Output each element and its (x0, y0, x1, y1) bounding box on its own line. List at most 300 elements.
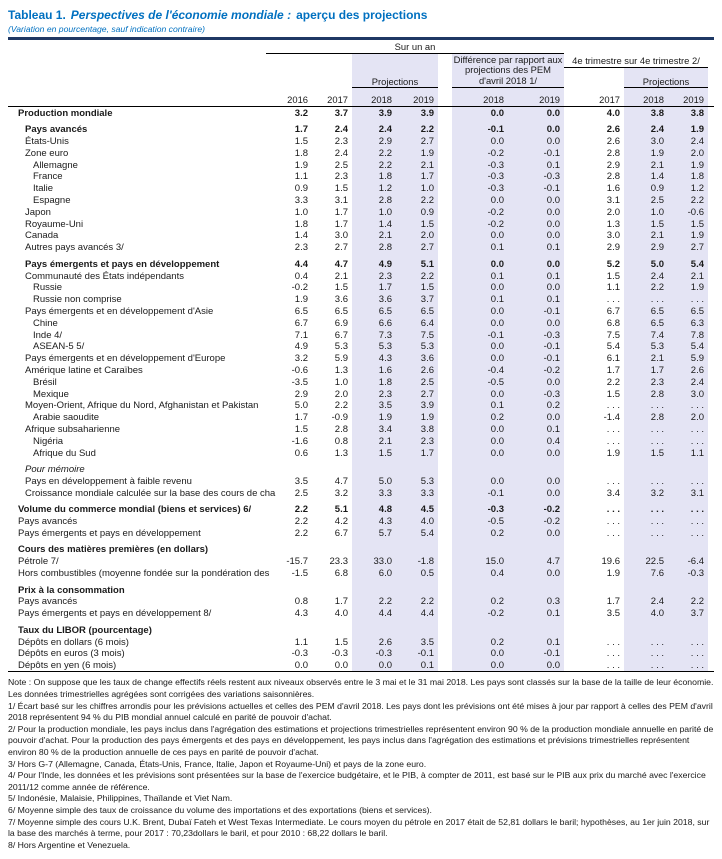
value-cell: 2.2 (352, 159, 396, 171)
value-cell: 6.5 (668, 305, 708, 317)
row-label: Pays émergents et pays en développement (18, 527, 201, 539)
year-column: 2019 (668, 92, 708, 106)
value-cell: 5.3 (396, 341, 438, 353)
value-cell (352, 619, 396, 636)
value-cell: 1.9 (294, 159, 308, 171)
value-cell: 6.7 (606, 305, 620, 317)
value-cell: 3.2 (334, 487, 348, 499)
value-cell: 2.9 (606, 159, 620, 171)
value-cell: 4.0 (606, 107, 620, 119)
value-cell: 1.9 (606, 568, 620, 580)
value-cell: 1.3 (334, 447, 348, 459)
value-cell: 1.9 (668, 159, 708, 171)
value-cell (312, 459, 352, 476)
value-cell: 3.8 (396, 423, 438, 435)
value-cell: 6.8 (606, 317, 620, 329)
column-gutter (438, 556, 452, 568)
table-row (8, 171, 714, 183)
value-cell: 0.0 (452, 282, 508, 294)
value-cell: 4.9 (294, 341, 308, 353)
value-cell: 2.3 (294, 242, 308, 254)
value-cell: 19.6 (601, 556, 620, 568)
value-cell: 1.7 (396, 447, 438, 459)
value-cell: . . . (624, 499, 668, 516)
value-cell: 5.4 (396, 527, 438, 539)
row-label: Japon (25, 206, 51, 218)
value-cell: 0.1 (508, 423, 564, 435)
table-row (8, 648, 714, 660)
year-column: 2018 (452, 92, 508, 106)
column-gutter (438, 253, 452, 270)
year-column: 2019 (508, 92, 564, 106)
value-cell: -6.4 (668, 556, 708, 568)
value-cell: 3.9 (396, 107, 438, 119)
table-row (8, 376, 714, 388)
value-cell: 2.8 (606, 171, 620, 183)
table-row (8, 459, 714, 476)
value-cell: 1.6 (352, 364, 396, 376)
value-cell: -0.3 (508, 388, 564, 400)
value-cell: . . . (624, 423, 668, 435)
title-rest: aperçu des projections (296, 8, 428, 22)
value-cell: 2.0 (606, 206, 620, 218)
row-label: Russie non comprise (33, 294, 122, 306)
value-cell (396, 619, 438, 636)
table-row (8, 253, 714, 270)
value-cell: 22.5 (624, 556, 668, 568)
value-cell: 2.2 (396, 270, 438, 282)
value-cell: 4.3 (352, 353, 396, 365)
value-cell: 5.1 (396, 253, 438, 270)
value-cell: -0.3 (352, 648, 396, 660)
value-cell: 6.7 (334, 329, 348, 341)
value-cell: 0.2 (508, 400, 564, 412)
value-cell: 2.9 (352, 135, 396, 147)
column-gutter (438, 230, 452, 242)
value-cell: . . . (606, 400, 620, 412)
column-gutter (438, 282, 452, 294)
value-cell (312, 579, 352, 596)
value-cell: 5.4 (668, 341, 708, 353)
value-cell: 6.7 (294, 317, 308, 329)
row-label: Nigéria (33, 435, 64, 447)
row-label: Taux du LIBOR (pourcentage) (18, 624, 152, 636)
value-cell: 0.0 (452, 423, 508, 435)
value-cell: 3.8 (624, 107, 668, 119)
value-cell: 2.1 (352, 435, 396, 447)
value-cell: -0.3 (452, 183, 508, 195)
value-cell (624, 619, 668, 636)
value-cell: 0.9 (396, 206, 438, 218)
value-cell: 3.3 (352, 487, 396, 499)
row-label: Pétrole 7/ (18, 556, 59, 568)
column-gutter (438, 353, 452, 365)
column-gutter (438, 435, 452, 447)
value-cell: 6.1 (606, 353, 620, 365)
table-row (8, 206, 714, 218)
value-cell: 2.4 (624, 270, 668, 282)
value-cell: 1.9 (352, 412, 396, 424)
table-row (8, 619, 714, 636)
row-label: Pays en développement à faible revenu (25, 475, 192, 487)
row-label: Volume du commerce mondial (biens et services) 6/ (18, 504, 252, 516)
value-cell: 0.8 (334, 435, 348, 447)
value-cell: . . . (606, 660, 620, 672)
value-cell: 2.3 (352, 388, 396, 400)
value-cell: 0.1 (508, 270, 564, 282)
value-cell: 3.0 (606, 230, 620, 242)
value-cell: 6.4 (396, 317, 438, 329)
value-cell: 7.5 (606, 329, 620, 341)
value-cell: 2.2 (668, 194, 708, 206)
value-cell: 4.8 (352, 499, 396, 516)
value-cell: 2.9 (606, 242, 620, 254)
value-cell: 1.5 (294, 423, 308, 435)
value-cell: 0.9 (294, 183, 308, 195)
value-cell: 2.0 (668, 412, 708, 424)
footnote-line: 1/ Écart basé sur les chiffres arrondis pour les prévisions actuelles et celles des PEM d'avril 2018. Les pays dont les prévisions ont été mises à jour par rapport à celles des PEM d'avril 2018 représentent 94 % du PIB mondial annuel calculé en parité de pouvoir d'achat. (8, 700, 713, 723)
table-row (8, 636, 714, 648)
column-gutter (438, 107, 452, 119)
value-cell: 1.5 (668, 218, 708, 230)
value-cell: 2.7 (334, 242, 348, 254)
value-cell: 0.4 (294, 270, 308, 282)
value-cell: 2.6 (396, 364, 438, 376)
table-row (8, 596, 714, 608)
row-label: Italie (33, 183, 54, 195)
column-gutter (438, 388, 452, 400)
column-gutter (438, 329, 452, 341)
value-cell (312, 539, 352, 556)
value-cell: 2.2 (396, 119, 438, 136)
table-number: Tableau 1. (8, 8, 66, 22)
row-label: Amérique latine et Caraïbes (25, 364, 143, 376)
table-row (8, 329, 714, 341)
value-cell: 7.5 (396, 329, 438, 341)
table-row (8, 579, 714, 596)
column-gutter (438, 317, 452, 329)
value-cell: 1.5 (334, 183, 348, 195)
value-cell: 6.0 (352, 567, 396, 579)
value-cell: . . . (624, 475, 668, 487)
value-cell: 6.5 (624, 305, 668, 317)
table-row (8, 412, 714, 424)
footnote-line: 5/ Indonésie, Malaisie, Philippines, Thaïlande et Viet Nam. (8, 793, 233, 804)
value-cell: 2.2 (396, 596, 438, 608)
column-gutter (438, 515, 452, 527)
header-projections-left: Projections (352, 76, 438, 88)
row-label: Canada (25, 230, 59, 242)
value-cell: . . . (668, 499, 708, 516)
value-cell: 0.1 (396, 660, 438, 672)
value-cell: . . . (668, 660, 708, 672)
value-cell: 2.7 (396, 388, 438, 400)
table-row (8, 608, 714, 620)
value-cell: 2.4 (352, 119, 396, 136)
table-row (8, 159, 714, 171)
value-cell: 3.5 (352, 400, 396, 412)
value-cell: 0.1 (508, 608, 564, 620)
value-cell: 3.5 (396, 636, 438, 648)
value-cell: 2.1 (624, 159, 668, 171)
value-cell: 0.0 (508, 107, 564, 119)
column-gutter (438, 648, 452, 660)
footnote-line: 8/ Hors Argentine et Venezuela. (8, 839, 131, 850)
value-cell: 3.6 (352, 294, 396, 306)
value-cell: 2.8 (352, 242, 396, 254)
value-cell: 5.2 (606, 258, 620, 270)
value-cell: 0.5 (396, 567, 438, 579)
value-cell: 0.0 (452, 317, 508, 329)
value-cell (266, 539, 312, 556)
value-cell: 33.0 (352, 556, 396, 568)
table-body (8, 107, 714, 672)
value-cell: 6.5 (352, 305, 396, 317)
column-gutter (438, 567, 452, 579)
value-cell: 2.4 (624, 596, 668, 608)
value-cell: 0.0 (452, 107, 508, 119)
row-label: Allemagne (33, 159, 78, 171)
value-cell: 1.2 (352, 183, 396, 195)
row-label: Pays émergents et en développement d'Europe (25, 353, 226, 365)
value-cell: 4.0 (334, 608, 348, 620)
value-cell: 0.0 (452, 388, 508, 400)
value-cell (564, 539, 624, 556)
value-cell: 5.9 (334, 353, 348, 365)
table-row (8, 107, 714, 119)
value-cell (352, 539, 396, 556)
value-cell: 5.9 (668, 353, 708, 365)
table-row (8, 147, 714, 159)
value-cell: 2.2 (294, 516, 308, 528)
value-cell: 4.0 (396, 515, 438, 527)
value-cell (396, 579, 438, 596)
value-cell: 3.4 (352, 423, 396, 435)
value-cell: -0.2 (452, 206, 508, 218)
column-gutter (438, 294, 452, 306)
value-cell (452, 459, 508, 476)
value-cell (312, 619, 352, 636)
column-gutter (438, 206, 452, 218)
value-cell: 2.2 (352, 596, 396, 608)
value-cell: 2.0 (334, 388, 348, 400)
value-cell: 1.5 (624, 218, 668, 230)
row-label: France (33, 171, 63, 183)
row-label: Production mondiale (18, 107, 113, 119)
year-column: 2017 (327, 93, 348, 105)
value-cell: . . . (606, 435, 620, 447)
value-cell: 0.0 (452, 648, 508, 660)
value-cell: 1.6 (606, 183, 620, 195)
column-gutter (438, 364, 452, 376)
value-cell: 2.2 (294, 504, 308, 516)
value-cell: 1.5 (294, 135, 308, 147)
value-cell: 1.7 (334, 596, 348, 608)
value-cell: 4.4 (396, 608, 438, 620)
value-cell: 0.8 (294, 596, 308, 608)
column-gutter (438, 579, 452, 596)
value-cell: 0.2 (452, 412, 508, 424)
value-cell: 0.0 (508, 282, 564, 294)
value-cell: 0.0 (452, 305, 508, 317)
year-columns-row (8, 92, 714, 107)
value-cell: 0.0 (452, 447, 508, 459)
column-gutter (438, 341, 452, 353)
value-cell: . . . (668, 400, 708, 412)
value-cell: 2.5 (396, 376, 438, 388)
value-cell: 5.3 (352, 341, 396, 353)
table-row (8, 218, 714, 230)
value-cell (396, 539, 438, 556)
value-cell: 2.2 (606, 376, 620, 388)
table-row (8, 556, 714, 568)
value-cell: 15.0 (452, 556, 508, 568)
value-cell: 0.0 (508, 447, 564, 459)
row-label: Dépôts en yen (6 mois) (18, 660, 117, 672)
value-cell: 2.4 (668, 376, 708, 388)
value-cell: 0.2 (452, 596, 508, 608)
value-cell: 1.3 (334, 364, 348, 376)
value-cell: . . . (624, 294, 668, 306)
value-cell: 0.0 (508, 567, 564, 579)
value-cell: 5.3 (334, 341, 348, 353)
row-label: Chine (33, 317, 58, 329)
value-cell: . . . (624, 435, 668, 447)
value-cell (266, 619, 312, 636)
column-gutter (438, 183, 452, 195)
column-gutter (438, 159, 452, 171)
table-row (8, 515, 714, 527)
value-cell: 0.1 (452, 294, 508, 306)
value-cell: -0.1 (452, 119, 508, 136)
value-cell: 5.0 (624, 253, 668, 270)
value-cell: 3.9 (352, 107, 396, 119)
value-cell: -3.5 (291, 376, 308, 388)
row-label: ASEAN-5 5/ (33, 341, 85, 353)
value-cell: 1.0 (294, 206, 308, 218)
value-cell: . . . (668, 475, 708, 487)
value-cell: 2.1 (624, 353, 668, 365)
value-cell: 2.6 (606, 135, 620, 147)
row-label: Dépôts en dollars (6 mois) (18, 636, 129, 648)
value-cell: -0.1 (508, 648, 564, 660)
value-cell: 6.9 (334, 317, 348, 329)
column-gutter (438, 499, 452, 516)
value-cell: -0.3 (291, 648, 308, 660)
column-gutter (438, 270, 452, 282)
row-label: Pays avancés (18, 516, 78, 528)
value-cell: 3.2 (294, 353, 308, 365)
value-cell: 3.2 (624, 487, 668, 499)
column-gutter (438, 400, 452, 412)
value-cell: . . . (606, 294, 620, 306)
value-cell: 0.0 (452, 475, 508, 487)
value-cell: 6.8 (334, 568, 348, 580)
value-cell (508, 579, 564, 596)
column-gutter (438, 660, 452, 672)
value-cell: 2.3 (624, 376, 668, 388)
value-cell: 1.2 (668, 183, 708, 195)
value-cell: 2.2 (294, 527, 308, 539)
value-cell: 3.7 (334, 107, 348, 119)
column-gutter (438, 135, 452, 147)
value-cell: 2.8 (352, 194, 396, 206)
value-cell: 0.6 (294, 447, 308, 459)
value-cell: 2.0 (396, 230, 438, 242)
footnote-line: 3/ Hors G-7 (Allemagne, Canada, États-Unis, France, Italie, Japon et Royaume-Uni) et pays de la zone euro. (8, 758, 427, 769)
value-cell: 23.3 (329, 556, 348, 568)
value-cell: . . . (668, 648, 708, 660)
value-cell: 5.7 (352, 527, 396, 539)
table-row (8, 305, 714, 317)
value-cell: 0.0 (508, 253, 564, 270)
value-cell: . . . (624, 527, 668, 539)
value-cell: 2.4 (624, 119, 668, 136)
column-gutter (438, 475, 452, 487)
value-cell: 0.0 (508, 194, 564, 206)
table-row (8, 230, 714, 242)
row-label: Royaume-Uni (25, 218, 84, 230)
value-cell: . . . (624, 515, 668, 527)
value-cell: 1.5 (606, 270, 620, 282)
value-cell: 7.8 (668, 329, 708, 341)
column-gutter (438, 487, 452, 499)
table-row (8, 242, 714, 254)
year-column: 2017 (599, 93, 620, 105)
value-cell (352, 459, 396, 476)
value-cell: 3.5 (294, 475, 308, 487)
row-label: Pays avancés (18, 596, 78, 608)
value-cell: -0.6 (668, 206, 708, 218)
value-cell: 1.7 (606, 364, 620, 376)
footnotes (8, 677, 714, 851)
value-cell: -0.2 (452, 147, 508, 159)
footnote-line: 7/ Moyenne simple des cours U.K. Brent, Dubaï Fateh et West Texas Intermediate. Le cours moyen du pétrole en 2017 était de 52,81 dollars le baril; hypothèses, au 1er juin 2018, sur la base des marchés à terme, pour 2017 : 70,23dollars le baril, et pour 2010 : 68,22 dollars le baril. (8, 816, 710, 839)
table-row (8, 423, 714, 435)
value-cell: 2.9 (624, 242, 668, 254)
value-cell: 1.1 (294, 636, 308, 648)
value-cell (564, 619, 624, 636)
value-cell: 0.2 (452, 636, 508, 648)
value-cell: 1.1 (606, 282, 620, 294)
table-row (8, 487, 714, 499)
table-header (8, 40, 714, 92)
value-cell: 0.1 (452, 242, 508, 254)
value-cell: 0.0 (452, 353, 508, 365)
value-cell: 0.2 (452, 527, 508, 539)
value-cell: 0.0 (452, 230, 508, 242)
header-difference (452, 55, 564, 88)
column-gutter (438, 636, 452, 648)
value-cell: 1.7 (334, 206, 348, 218)
table-row (8, 499, 714, 516)
column-gutter (438, 194, 452, 206)
header-span-q4-over-q4: 4e trimestre sur 4e trimestre 2/ (564, 55, 708, 68)
row-label: Espagne (33, 194, 71, 206)
row-label: Pays émergents et pays en développement 8/ (18, 608, 212, 620)
value-cell: 2.1 (624, 230, 668, 242)
year-column: 2019 (396, 92, 438, 106)
value-cell: 0.0 (452, 253, 508, 270)
value-cell: 2.4 (334, 124, 348, 136)
row-label: Prix à la consommation (18, 584, 125, 596)
table-row (8, 194, 714, 206)
value-cell: -0.1 (452, 329, 508, 341)
value-cell: 4.0 (624, 608, 668, 620)
value-cell: 1.4 (352, 218, 396, 230)
value-cell: 1.0 (624, 206, 668, 218)
value-cell: 0.9 (624, 183, 668, 195)
